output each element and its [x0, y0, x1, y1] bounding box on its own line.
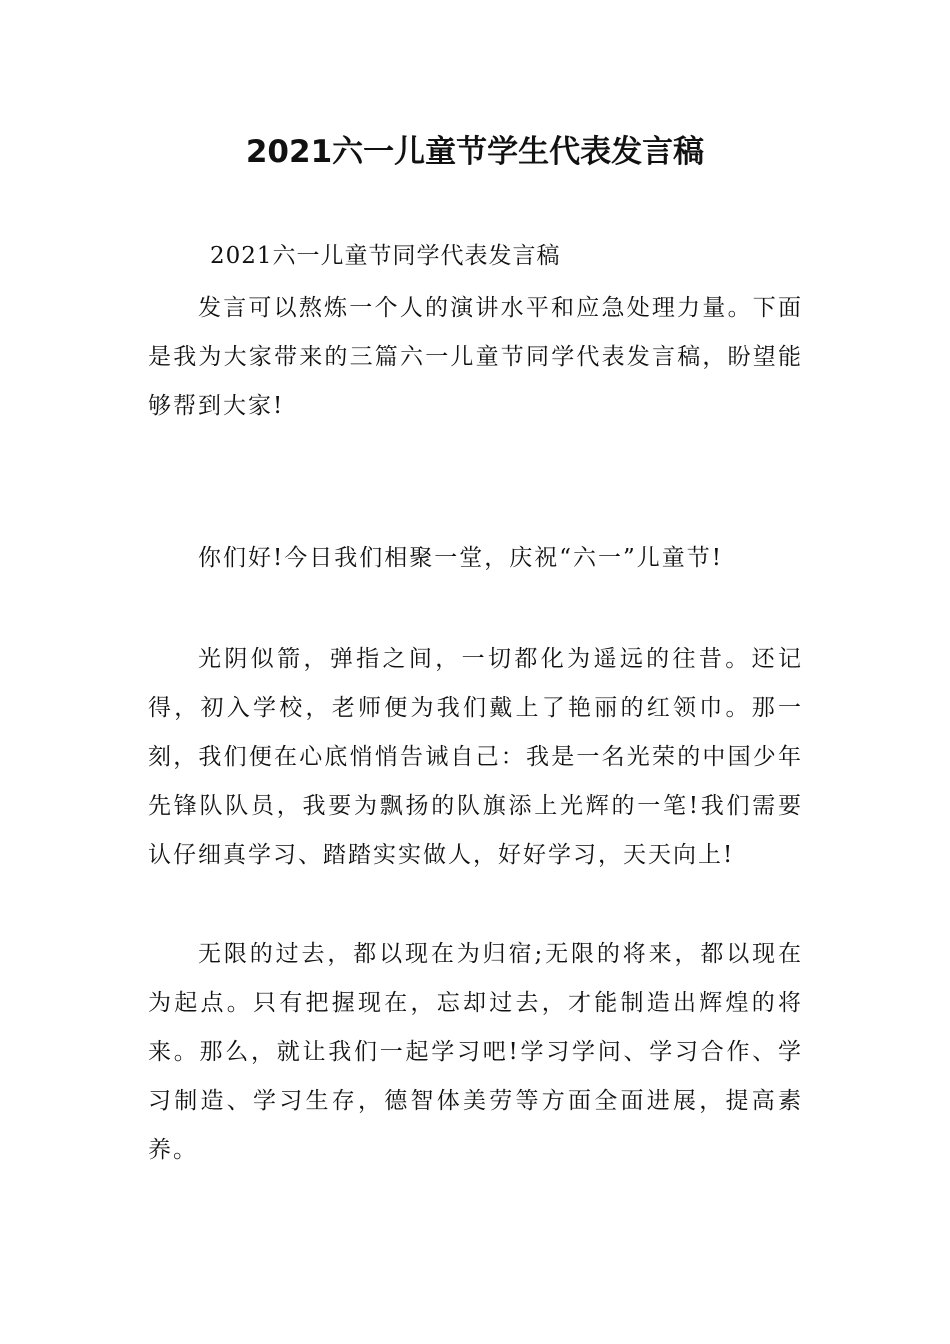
paragraph-greeting: 你们好!今日我们相聚一堂，庆祝“六一”儿童节!	[198, 545, 724, 571]
paragraph-memory: 光阴似箭，弹指之间，一切都化为遥远的往昔。还记得，初入学校，老师便为我们戴上了艳丽的红领巾。那一刻，我们便在心底悄悄告诫自己：我是一名光荣的中国少年先锋队队员，我要为飘扬的队旗添上光辉的一笔!我们需要认仔细真学习、踏踏实实做人，好好学习，天天向上!	[148, 646, 803, 868]
paragraph-intro: 发言可以熬炼一个人的演讲水平和应急处理力量。下面是我为大家带来的三篇六一儿童节同学代表发言稿，盼望能够帮到大家!	[148, 295, 803, 419]
document-title: 2021六一儿童节学生代表发言稿	[245, 134, 705, 170]
document-subtitle: 2021六一儿童节同学代表发言稿	[210, 243, 561, 269]
paragraph-future: 无限的过去，都以现在为归宿;无限的将来，都以现在为起点。只有把握现在，忘却过去，才能制造出辉煌的将来。那么，就让我们一起学习吧!学习学问、学习合作、学习制造、学习生存，德智体美劳等方面全面进展，提高素养。	[148, 941, 803, 1163]
